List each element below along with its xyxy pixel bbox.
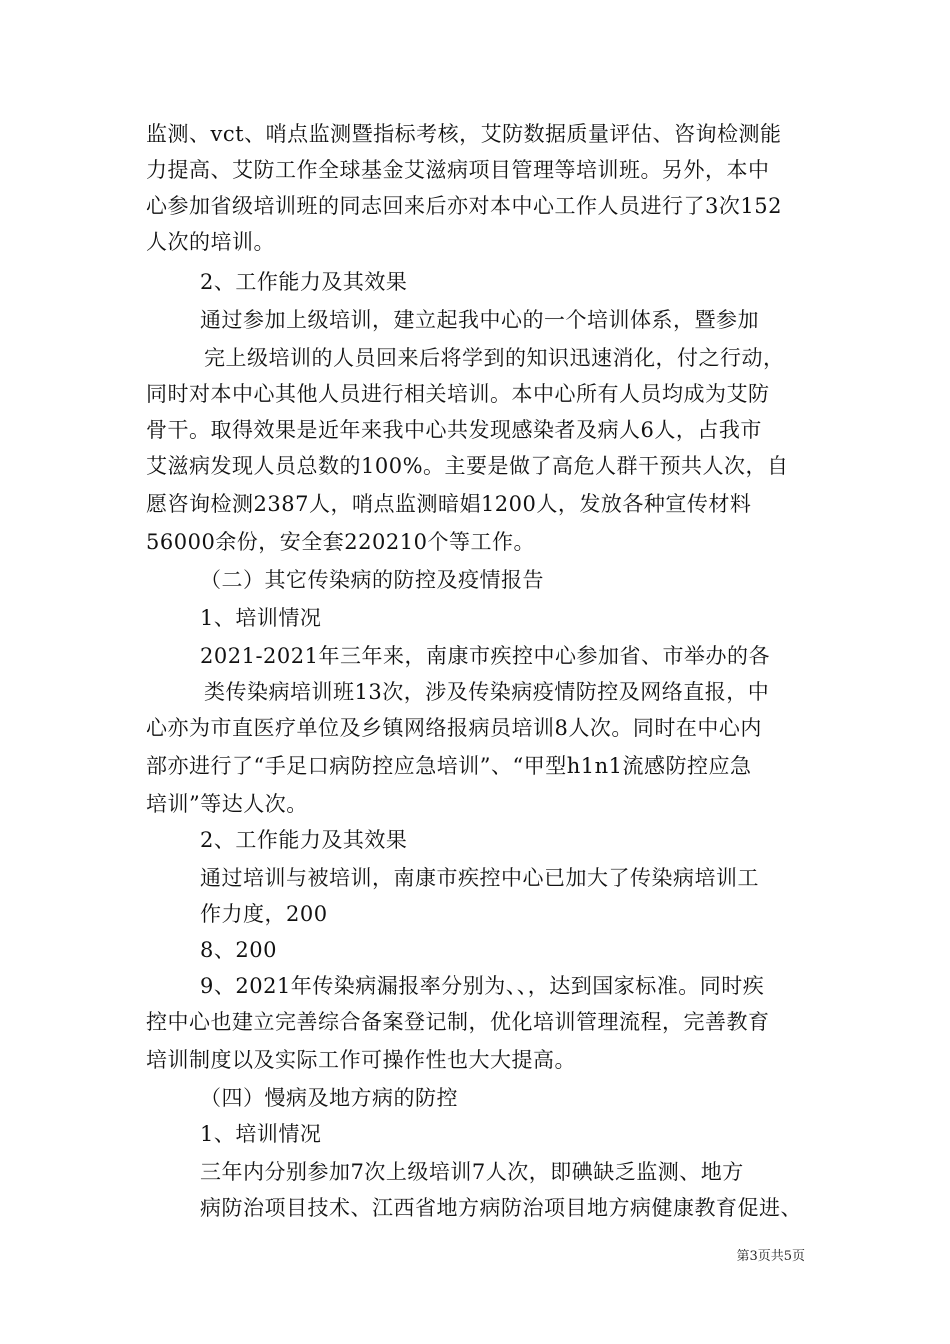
- text-line: 类传染病培训班13次，涉及传染病疫情防控及网络直报，中: [204, 680, 770, 704]
- text-line: 作力度，200: [200, 902, 328, 926]
- text-line: 通过参加上级培训，建立起我中心的一个培训体系，暨参加: [200, 308, 759, 332]
- text-line: 监测、vct、哨点监测暨指标考核，艾防数据质量评估、咨询检测能: [146, 122, 782, 146]
- text-line: 控中心也建立完善综合备案登记制，优化培训管理流程，完善教育: [146, 1010, 770, 1034]
- text-line: 56000余份，安全套220210个等工作。: [146, 530, 535, 554]
- text-line: 通过培训与被培训，南康市疾控中心已加大了传染病培训工: [200, 866, 759, 890]
- text-line: 心参加省级培训班的同志回来后亦对本中心工作人员进行了3次152: [146, 194, 782, 218]
- text-line: 培训”等达人次。: [146, 792, 308, 816]
- page-number: 第3页共5页: [736, 1249, 805, 1264]
- text-line: 9、2021年传染病漏报率分别为、、，达到国家标准。同时疾: [200, 974, 765, 998]
- section-heading: （四）慢病及地方病的防控: [200, 1086, 458, 1110]
- text-line: 2021-2021年三年来，南康市疾控中心参加省、市举办的各: [200, 644, 770, 668]
- text-line: 艾滋病发现人员总数的100%。主要是做了高危人群干预共人次，自: [146, 454, 789, 478]
- text-line: 三年内分别参加7次上级培训7人次，即碘缺乏监测、地方: [200, 1160, 744, 1184]
- text-line: 同时对本中心其他人员进行相关培训。本中心所有人员均成为艾防: [146, 382, 770, 406]
- section-heading: 2、工作能力及其效果: [200, 828, 408, 852]
- section-heading: 1、培训情况: [200, 1122, 322, 1146]
- section-heading: 2、工作能力及其效果: [200, 270, 408, 294]
- text-line: 愿咨询检测2387人，哨点监测暗娼1200人，发放各种宣传材料: [146, 492, 752, 516]
- text-line: 人次的培训。: [146, 230, 275, 254]
- section-heading: （二）其它传染病的防控及疫情报告: [200, 568, 544, 592]
- section-heading: 1、培训情况: [200, 606, 322, 630]
- text-line: 病防治项目技术、江西省地方病防治项目地方病健康教育促进、: [200, 1196, 802, 1220]
- text-line: 部亦进行了“手足口病防控应急培训”、“甲型h1n1流感防控应急: [146, 754, 752, 778]
- text-line: 心亦为市直医疗单位及乡镇网络报病员培训8人次。同时在中心内: [146, 716, 762, 740]
- text-line: 8、200: [200, 938, 277, 962]
- text-line: 培训制度以及实际工作可操作性也大大提高。: [146, 1048, 576, 1072]
- text-line: 力提高、艾防工作全球基金艾滋病项目管理等培训班。另外，本中: [146, 158, 770, 182]
- text-line: 完上级培训的人员回来后将学到的知识迅速消化，付之行动，: [204, 346, 785, 370]
- text-line: 骨干。取得效果是近年来我中心共发现感染者及病人6人，占我市: [146, 418, 762, 442]
